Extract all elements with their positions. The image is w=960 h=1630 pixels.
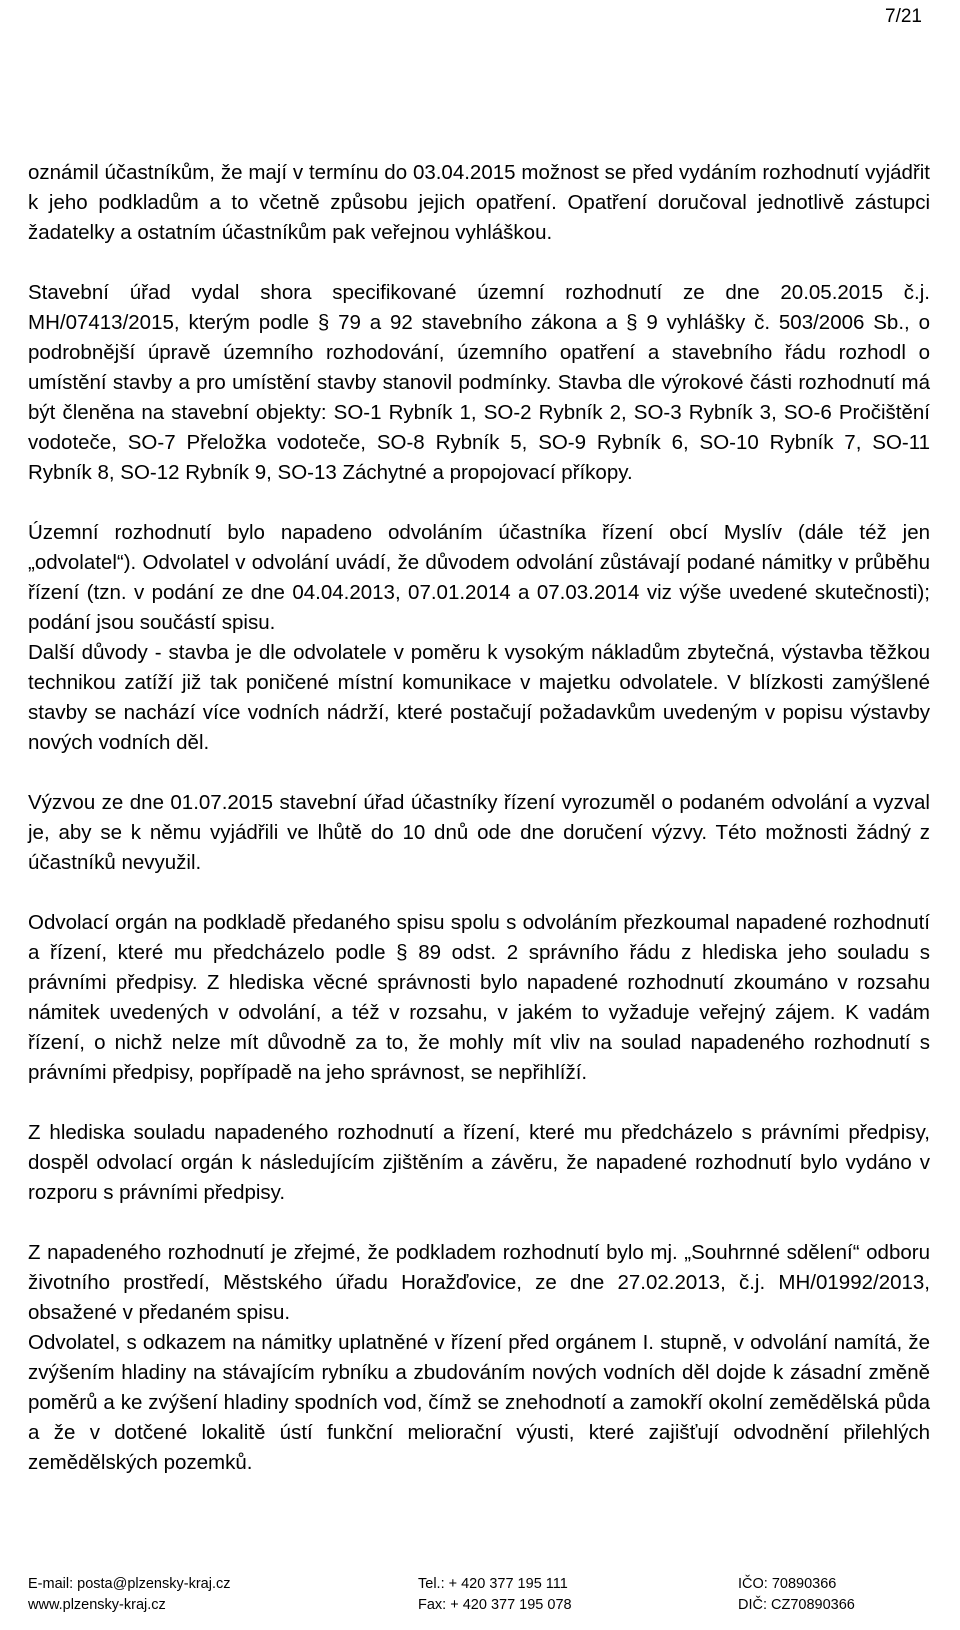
- paragraph-1: oznámil účastníkům, že mají v termínu do 03.04.2015 možnost se před vydáním rozhodnutí vyjádřit k jeho podkladům a to včetně způsobu jejich opatření. Opatření doručoval jednotlivě zástupci žadatelky a ostatním účastníkům pak veřejnou vyhláškou.: [28, 161, 930, 244]
- footer-fax: Fax: + 420 377 195 078: [418, 1597, 572, 1613]
- page-footer: [28, 1574, 930, 1626]
- footer-dic: DIČ: CZ70890366: [738, 1597, 855, 1613]
- footer-identifiers: [738, 1574, 855, 1616]
- paragraph-9: Odvolatel, s odkazem na námitky uplatněné v řízení před orgánem I. stupně, v odvolání namítá, že zvýšením hladiny na stávajícím rybníku a zbudováním nových vodních děl dojde k zásadní změně poměrů a ke zvýšení hladiny spodních vod, čímž se znehodnotí a zamokří okolní zemědělská půda a že v dotčené lokalitě ústí funkční meliorační výusti, které zajišťují odvodnění přilehlých zemědělských pozemků.: [28, 1331, 930, 1474]
- footer-web-link[interactable]: www.plzensky-kraj.cz: [28, 1597, 166, 1613]
- paragraph-8: Z napadeného rozhodnutí je zřejmé, že podkladem rozhodnutí bylo mj. „Souhrnné sdělení“ odboru životního prostředí, Městského úřadu Horažďovice, ze dne 27.02.2013, č.j. MH/01992/2013, obsažené v předaném spisu.: [28, 1241, 930, 1324]
- paragraph-4: Další důvody - stavba je dle odvolatele v poměru k vysokým nákladům zbytečná, výstavba těžkou technikou zatíží již tak poničené místní komunikace v majetku odvolatele. V blízkosti zamýšlené stavby se nachází více vodních nádrží, které postačují požadavkům uvedeným v popisu výstavby nových vodních děl.: [28, 641, 930, 754]
- page-number: 7/21: [885, 6, 922, 27]
- footer-contact-phone: [418, 1574, 572, 1616]
- paragraph-7: Z hlediska souladu napadeného rozhodnutí a řízení, které mu předcházelo s právními předpisy, dospěl odvolací orgán k následujícím zjištěním a závěru, že napadené rozhodnutí bylo vydáno v rozporu s právními předpisy.: [28, 1121, 930, 1204]
- document-body: [28, 158, 930, 1478]
- footer-contact-online: [28, 1574, 230, 1616]
- paragraph-5: Výzvou ze dne 01.07.2015 stavební úřad účastníky řízení vyrozuměl o podaném odvolání a vyzval je, aby se k němu vyjádřili ve lhůtě do 10 dnů ode dne doručení výzvy. Této možnosti žádný z účastníků nevyužil.: [28, 791, 930, 874]
- paragraph-6: Odvolací orgán na podkladě předaného spisu spolu s odvoláním přezkoumal napadené rozhodnutí a řízení, které mu předcházelo podle § 89 odst. 2 správního řádu z hlediska jeho souladu s právními předpisy. Z hlediska věcné správnosti bylo napadené rozhodnutí zkoumáno v rozsahu námitek uvedených v odvolání, a též v rozsahu, v jakém to vyžaduje veřejný zájem. K vadám řízení, o nichž nelze mít důvodně za to, že mohly mít vliv na soulad napadeného rozhodnutí s právními předpisy, popřípadě na jeho správnost, se nepřihlíží.: [28, 911, 930, 1084]
- paragraph-2: Stavební úřad vydal shora specifikované územní rozhodnutí ze dne 20.05.2015 č.j. MH/07413/2015, kterým podle § 79 a 92 stavebního zákona a § 9 vyhlášky č. 503/2006 Sb., o podrobnější úpravě územního rozhodování, územního opatření a stavebního řádu rozhodl o umístění stavby a pro umístění stavby stanovil podmínky. Stavba dle výrokové části rozhodnutí má být členěna na stavební objekty: SO-1 Rybník 1, SO-2 Rybník 2, SO-3 Rybník 3, SO-6 Pročištění vodoteče, SO-7 Přeložka vodoteče, SO-8 Rybník 5, SO-9 Rybník 6, SO-10 Rybník 7, SO-11 Rybník 8, SO-12 Rybník 9, SO-13 Záchytné a propojovací příkopy.: [28, 281, 930, 484]
- footer-email[interactable]: E-mail: posta@plzensky-kraj.cz: [28, 1576, 231, 1592]
- footer-ico: IČO: 70890366: [738, 1576, 837, 1592]
- paragraph-3: Územní rozhodnutí bylo napadeno odvoláním účastníka řízení obcí Myslív (dále též jen „odvolatel“). Odvolatel v odvolání uvádí, že důvodem odvolání zůstávají podané námitky v průběhu řízení (tzn. v podání ze dne 04.04.2013, 07.01.2014 a 07.03.2014 viz výše uvedené skutečnosti); podání jsou součástí spisu.: [28, 521, 930, 634]
- footer-phone: Tel.: + 420 377 195 111: [418, 1576, 568, 1592]
